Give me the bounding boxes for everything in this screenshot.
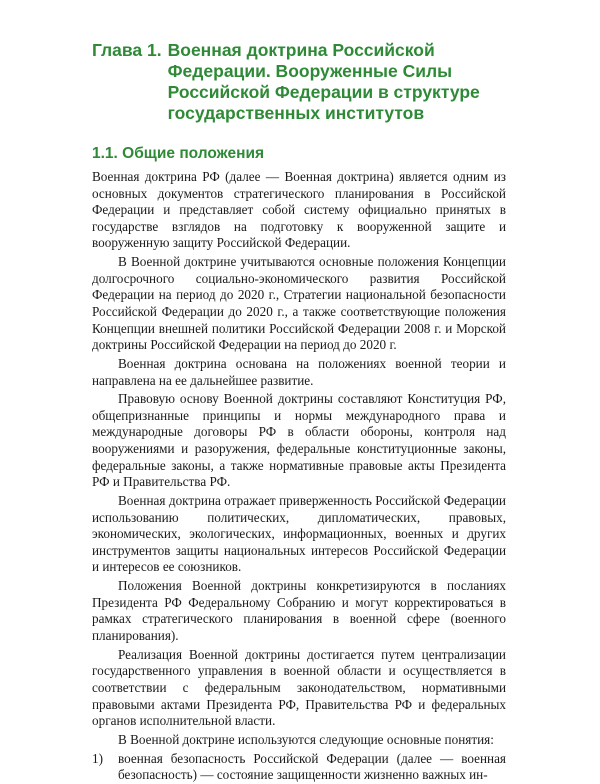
body-text — [92, 169, 506, 784]
paragraph: Правовую основу Военной доктрины составляют Конституция РФ, общепризнанные принципы и нормы международного права и международные договоры РФ в области обороны, контроля над вооружениями и разоружения, федеральные конституционные законы, федеральные законы, а также нормативные правовые акты Президента РФ и Правительства РФ. — [92, 391, 506, 490]
list-item-number: 1) — [92, 750, 103, 766]
paragraph: Военная доктрина отражает приверженность Российской Федерации использованию политических, дипломатических, правовых, экономических, экологических, информационных, военных и других инструментов защиты национальных интересов Российской Федерации и интересов ее союзников. — [92, 493, 506, 575]
paragraph: Положения Военной доктрины конкретизируются в посланиях Президента РФ Федеральному Собранию и могут корректироваться в рамках стратегического планирования в военной сфере (военного планирования). — [92, 578, 506, 643]
chapter-heading — [92, 40, 506, 124]
paragraph: Военная доктрина РФ (далее — Военная доктрина) является одним из основных документов стратегического планирования в Российской Федерации и представляет собой систему официально принятых в государстве взглядов на подготовку к вооруженной защите и вооруженную защиту Российской Федерации. — [92, 169, 506, 251]
list-item — [92, 751, 506, 784]
paragraph: Военная доктрина основана на положениях военной теории и направлена на ее дальнейшее развитие. — [92, 355, 506, 388]
paragraph: Реализация Военной доктрины достигается путем централизации государственного управления в военной области и осуществляется в соответствии с федеральным законодательством, нормативными правовыми актами Президента РФ, Правительства РФ и федеральных органов исполнительной власти. — [92, 646, 506, 729]
paragraph: В Военной доктрине учитываются основные положения Концепции долгосрочного социально-экономического развития Российской Федерации на период до 2020 г., Стратегии национальной безопасности Российской Федерации до 2020 г., а также соответствующие положения Концепции внешней политики Российской Федерации 2008 г. и Морской доктрины Российской Федерации на период до 2020 г. — [92, 254, 506, 353]
paragraph: В Военной доктрине используются следующие основные понятия: — [118, 731, 494, 747]
section-heading: 1.1. Общие положения — [92, 145, 265, 162]
chapter-number: Глава 1. — [92, 40, 162, 60]
chapter-title: Военная доктрина Российской Федерации. Вооруженные Силы Российской Федерации в структуре государственных институтов — [167, 40, 480, 123]
list-item-text: военная безопасность Российской Федерации (далее — военная безопасность) — состояние защищенности жизненно важных ин- — [118, 750, 506, 783]
